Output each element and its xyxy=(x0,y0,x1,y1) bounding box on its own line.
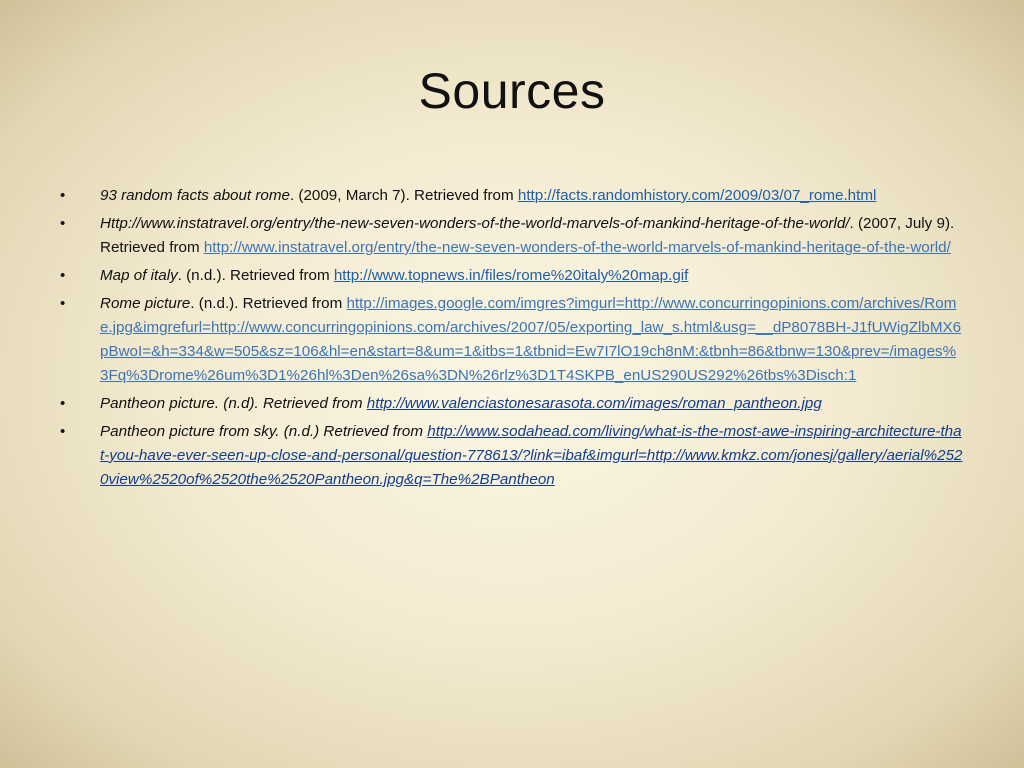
reference-link[interactable]: http://images.google.com/imgres?imgurl=http://www.concurringopinions.com/archives/Rome.jpg&imgrefurl=http://www.concurringopinions.com/archives/2007/05/exporting_law_s.html&usg=__dP8078BH-J1fUWigZlbMX6pBwoI=&h=334&w=505&sz=106&hl=en&start=8&um=1&itbs=1&tbnid=Ew7I7lO19ch8nM:&tbnh=86&tbnw=130&prev=/images%3Fq%3Drome%26um%3D1%26hl%3Den%26sa%3DN%26rlz%3D1T4SKPB_enUS290US292%26tbs%3Disch:1 xyxy=(100,295,962,384)
reference-link[interactable]: http://facts.randomhistory.com/2009/03/07_rome.html xyxy=(517,187,877,204)
reference-separator: . xyxy=(190,295,195,312)
slide-title: Sources xyxy=(418,63,606,119)
reference-title: 93 random facts about rome xyxy=(100,187,290,204)
bullet-icon: • xyxy=(60,187,66,204)
reference-separator: . xyxy=(177,267,182,284)
references-list xyxy=(60,184,964,496)
reference-details: (n.d.). Retrieved from xyxy=(194,295,347,312)
reference-details: (2007, July 9). Retrieved from xyxy=(100,215,955,256)
reference-title: Rome picture xyxy=(100,295,191,312)
bullet-icon: • xyxy=(60,267,66,284)
bullet-icon: • xyxy=(60,423,66,440)
reference-link[interactable]: http://www.sodahead.com/living/what-is-the-most-awe-inspiring-architecture-that-you-have-ever-seen-up-close-and-personal/question-778613/?link=ibaf&imgurl=http://www.kmkz.com/jonesj/gallery/aerial%2520view%2520of%2520the%2520Pantheon.jpg&q=The%2BPantheon xyxy=(100,423,963,488)
bullet-icon: • xyxy=(60,215,66,232)
reference-details: (2009, March 7). Retrieved from xyxy=(294,187,518,204)
reference-link[interactable]: http://www.valenciastonesarasota.com/images/roman_pantheon.jpg xyxy=(366,395,822,412)
reference-separator: . xyxy=(849,215,854,232)
reference-item-3 xyxy=(60,264,964,288)
reference-item-6 xyxy=(60,420,964,492)
reference-separator: . xyxy=(289,187,295,204)
reference-link[interactable]: http://www.instatravel.org/entry/the-new-seven-wonders-of-the-world-marvels-of-mankind-heritage-of-the-world/ xyxy=(203,239,951,256)
reference-title: Http://www.instatravel.org/entry/the-new-seven-wonders-of-the-world-marvels-of-mankind-heritage-of-the-world/ xyxy=(100,215,850,232)
bullet-icon: • xyxy=(60,295,66,312)
reference-item-4 xyxy=(60,292,964,388)
reference-item-2 xyxy=(60,212,964,260)
bullet-icon: • xyxy=(60,395,66,412)
reference-item-1 xyxy=(60,184,964,208)
reference-details: (n.d.). Retrieved from xyxy=(181,267,334,284)
reference-title: Pantheon picture. (n.d). Retrieved from xyxy=(100,395,363,412)
reference-title: Map of italy xyxy=(100,267,178,284)
reference-link[interactable]: http://www.topnews.in/files/rome%20italy%20map.gif xyxy=(333,267,689,284)
reference-title: Pantheon picture from sky. (n.d.) Retrieved from xyxy=(100,423,424,440)
reference-item-5 xyxy=(60,392,964,416)
